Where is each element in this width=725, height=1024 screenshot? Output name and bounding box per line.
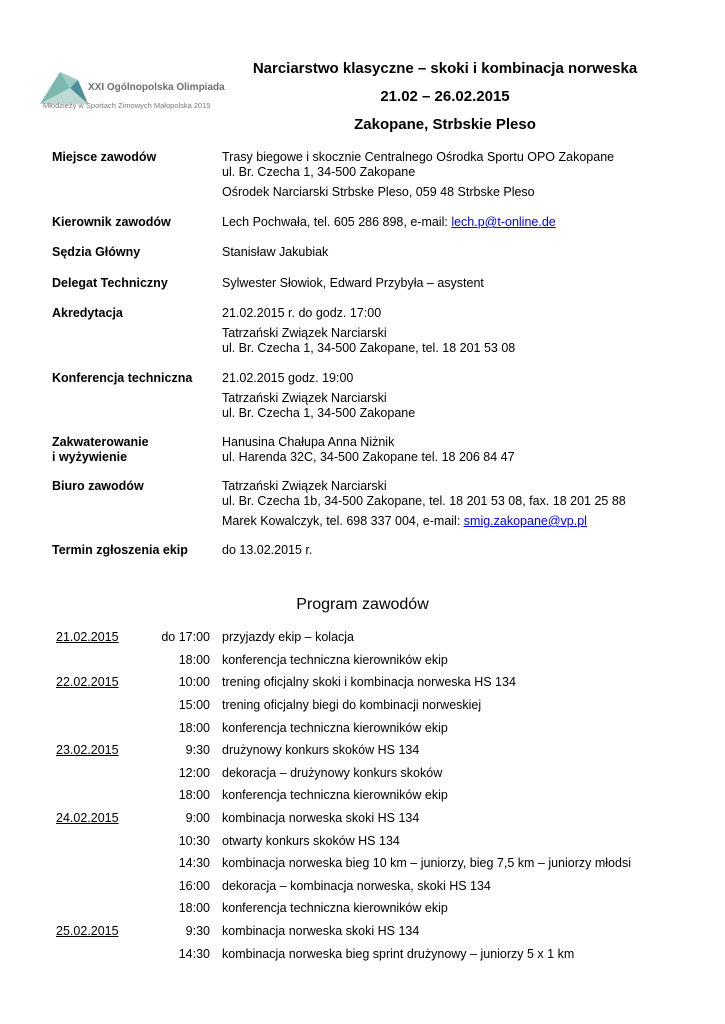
schedule-event: konferencja techniczna kierowników ekip — [222, 652, 448, 667]
logo-title: XXI Ogólnopolska Olimpiada — [88, 82, 225, 93]
info-row-venue — [52, 150, 692, 200]
schedule-time: 16:00 — [178, 878, 210, 893]
schedule-row — [56, 626, 696, 649]
schedule-date: 25.02.2015 — [56, 924, 119, 939]
schedule-time: 12:00 — [178, 765, 210, 780]
schedule-row — [56, 762, 696, 785]
venue-line: Trasy biegowe i skocznie Centralnego Ośrodka Sportu OPO Zakopane — [222, 150, 615, 164]
info-row-deadline — [52, 543, 692, 558]
schedule-row — [56, 739, 696, 762]
conference-place: Tatrzański Związek Narciarski — [222, 391, 387, 405]
logo-subtitle: Młodzieży w Sportach Zimowych Małopolska 2015 — [43, 101, 211, 110]
accreditation-address: ul. Br. Czecha 1, 34-500 Zakopane, tel. 18 201 53 08 — [222, 341, 516, 355]
info-label — [52, 435, 222, 465]
schedule-event: drużynowy konkurs skoków HS 134 — [222, 743, 420, 758]
accommodation-address: ul. Harenda 32C, 34-500 Zakopane tel. 18 206 84 47 — [222, 450, 515, 464]
schedule-row — [56, 694, 696, 717]
schedule-event: dekoracja – kombinacja norweska, skoki HS 134 — [222, 878, 491, 893]
schedule-time: 18:00 — [178, 720, 210, 735]
info-row-director — [52, 215, 692, 230]
info-value — [222, 435, 692, 465]
schedule-time: 14:30 — [178, 856, 210, 871]
conference-address: ul. Br. Czecha 1, 34-500 Zakopane — [222, 406, 416, 420]
schedule-row — [56, 784, 696, 807]
schedule-event: kombinacja norweska bieg sprint drużynowy – juniorzy 5 x 1 km — [222, 946, 575, 961]
event-title: Narciarstwo klasyczne – skoki i kombinacja norweska — [252, 60, 638, 77]
info-label: Biuro zawodów — [52, 479, 144, 493]
schedule-row — [56, 829, 696, 852]
accreditation-time: 21.02.2015 r. do godz. 17:00 — [222, 306, 382, 320]
schedule-row — [56, 716, 696, 739]
schedule-date: 21.02.2015 — [56, 630, 119, 645]
schedule-event: kombinacja norweska bieg 10 km – juniorzy, bieg 7,5 km – juniorzy młodsi — [222, 856, 631, 871]
office-contact — [222, 514, 692, 529]
office-address: ul. Br. Czecha 1b, 34-500 Zakopane, tel. 18 201 53 08, fax. 18 201 25 88 — [222, 494, 626, 508]
info-label: Termin zgłoszenia ekip — [52, 543, 188, 557]
schedule-event: kombinacja norweska skoki HS 134 — [222, 811, 420, 826]
office-email-link[interactable]: smig.zakopane@vp.pl — [463, 514, 587, 528]
schedule-time: 9:30 — [185, 743, 210, 758]
schedule-row — [56, 942, 696, 965]
schedule-event: konferencja techniczna kierowników ekip — [222, 720, 448, 735]
schedule-event: przyjazdy ekip – kolacja — [222, 630, 355, 645]
program-title: Program zawodów — [296, 596, 429, 613]
schedule-time: 9:30 — [185, 924, 210, 939]
schedule-row — [56, 649, 696, 672]
info-label-line: i wyżywienie — [52, 450, 128, 464]
info-label-line: Zakwaterowanie — [52, 435, 149, 449]
office-name: Tatrzański Związek Narciarski — [222, 479, 387, 493]
info-label: Konferencja techniczna — [52, 371, 193, 385]
director-email-link[interactable]: lech.p@t-online.de — [451, 215, 556, 229]
schedule-row — [56, 852, 696, 875]
office-contact-text: Marek Kowalczyk, tel. 698 337 004, e-mail: — [222, 514, 464, 528]
info-value: Sylwester Słowiok, Edward Przybyła – asystent — [222, 276, 484, 290]
info-row-accommodation — [52, 435, 692, 465]
schedule-event: dekoracja – drużynowy konkurs skoków — [222, 765, 443, 780]
schedule-row — [56, 897, 696, 920]
schedule-time: 10:00 — [178, 675, 210, 690]
info-row-judge — [52, 245, 692, 260]
info-value: Stanisław Jakubiak — [222, 245, 329, 259]
info-value — [222, 479, 692, 529]
conference-time: 21.02.2015 godz. 19:00 — [222, 371, 354, 385]
info-value — [222, 371, 692, 421]
schedule-time: do 17:00 — [161, 630, 210, 645]
info-value — [222, 215, 692, 230]
schedule-time: 18:00 — [178, 788, 210, 803]
info-label: Sędzia Główny — [52, 245, 141, 259]
info-row-accreditation — [52, 306, 692, 356]
schedule-time: 10:30 — [178, 833, 210, 848]
schedule-event: konferencja techniczna kierowników ekip — [222, 901, 448, 916]
schedule-row — [56, 807, 696, 830]
info-value — [222, 306, 692, 356]
event-location: Zakopane, Strbskie Pleso — [354, 116, 536, 133]
schedule-time: 18:00 — [178, 901, 210, 916]
info-row-conference — [52, 371, 692, 421]
accreditation-place: Tatrzański Związek Narciarski — [222, 326, 387, 340]
schedule-event: otwarty konkurs skoków HS 134 — [222, 833, 400, 848]
schedule-row — [56, 920, 696, 943]
schedule-row — [56, 875, 696, 898]
schedule-date: 24.02.2015 — [56, 811, 119, 826]
olympiad-logo-icon — [40, 70, 88, 104]
director-contact: Lech Pochwała, tel. 605 286 898, e-mail: — [222, 215, 452, 229]
info-label: Kierownik zawodów — [52, 215, 171, 229]
schedule-time: 18:00 — [178, 652, 210, 667]
info-row-delegate — [52, 276, 692, 291]
schedule-row — [56, 671, 696, 694]
event-dates: 21.02 – 26.02.2015 — [380, 88, 510, 105]
schedule-date: 22.02.2015 — [56, 675, 119, 690]
schedule-time: 14:30 — [178, 946, 210, 961]
info-row-office — [52, 479, 692, 529]
program-schedule — [56, 626, 696, 965]
venue-line: Ośrodek Narciarski Strbske Pleso, 059 48 Strbske Pleso — [222, 185, 535, 199]
schedule-event: kombinacja norweska skoki HS 134 — [222, 924, 420, 939]
schedule-time: 9:00 — [185, 811, 210, 826]
info-label: Akredytacja — [52, 306, 123, 320]
info-value: do 13.02.2015 r. — [222, 543, 313, 557]
schedule-time: 15:00 — [178, 698, 210, 713]
venue-address: ul. Br. Czecha 1, 34-500 Zakopane — [222, 165, 416, 179]
schedule-event: konferencja techniczna kierowników ekip — [222, 788, 448, 803]
info-label: Miejsce zawodów — [52, 150, 157, 164]
schedule-event: trening oficjalny skoki i kombinacja norweska HS 134 — [222, 675, 516, 690]
info-label: Delegat Techniczny — [52, 276, 168, 290]
info-value — [222, 150, 692, 200]
schedule-event: trening oficjalny biegi do kombinacji norweskiej — [222, 698, 482, 713]
accommodation-name: Hanusina Chałupa Anna Niżnik — [222, 435, 395, 449]
event-info — [52, 150, 692, 558]
schedule-date: 23.02.2015 — [56, 743, 119, 758]
